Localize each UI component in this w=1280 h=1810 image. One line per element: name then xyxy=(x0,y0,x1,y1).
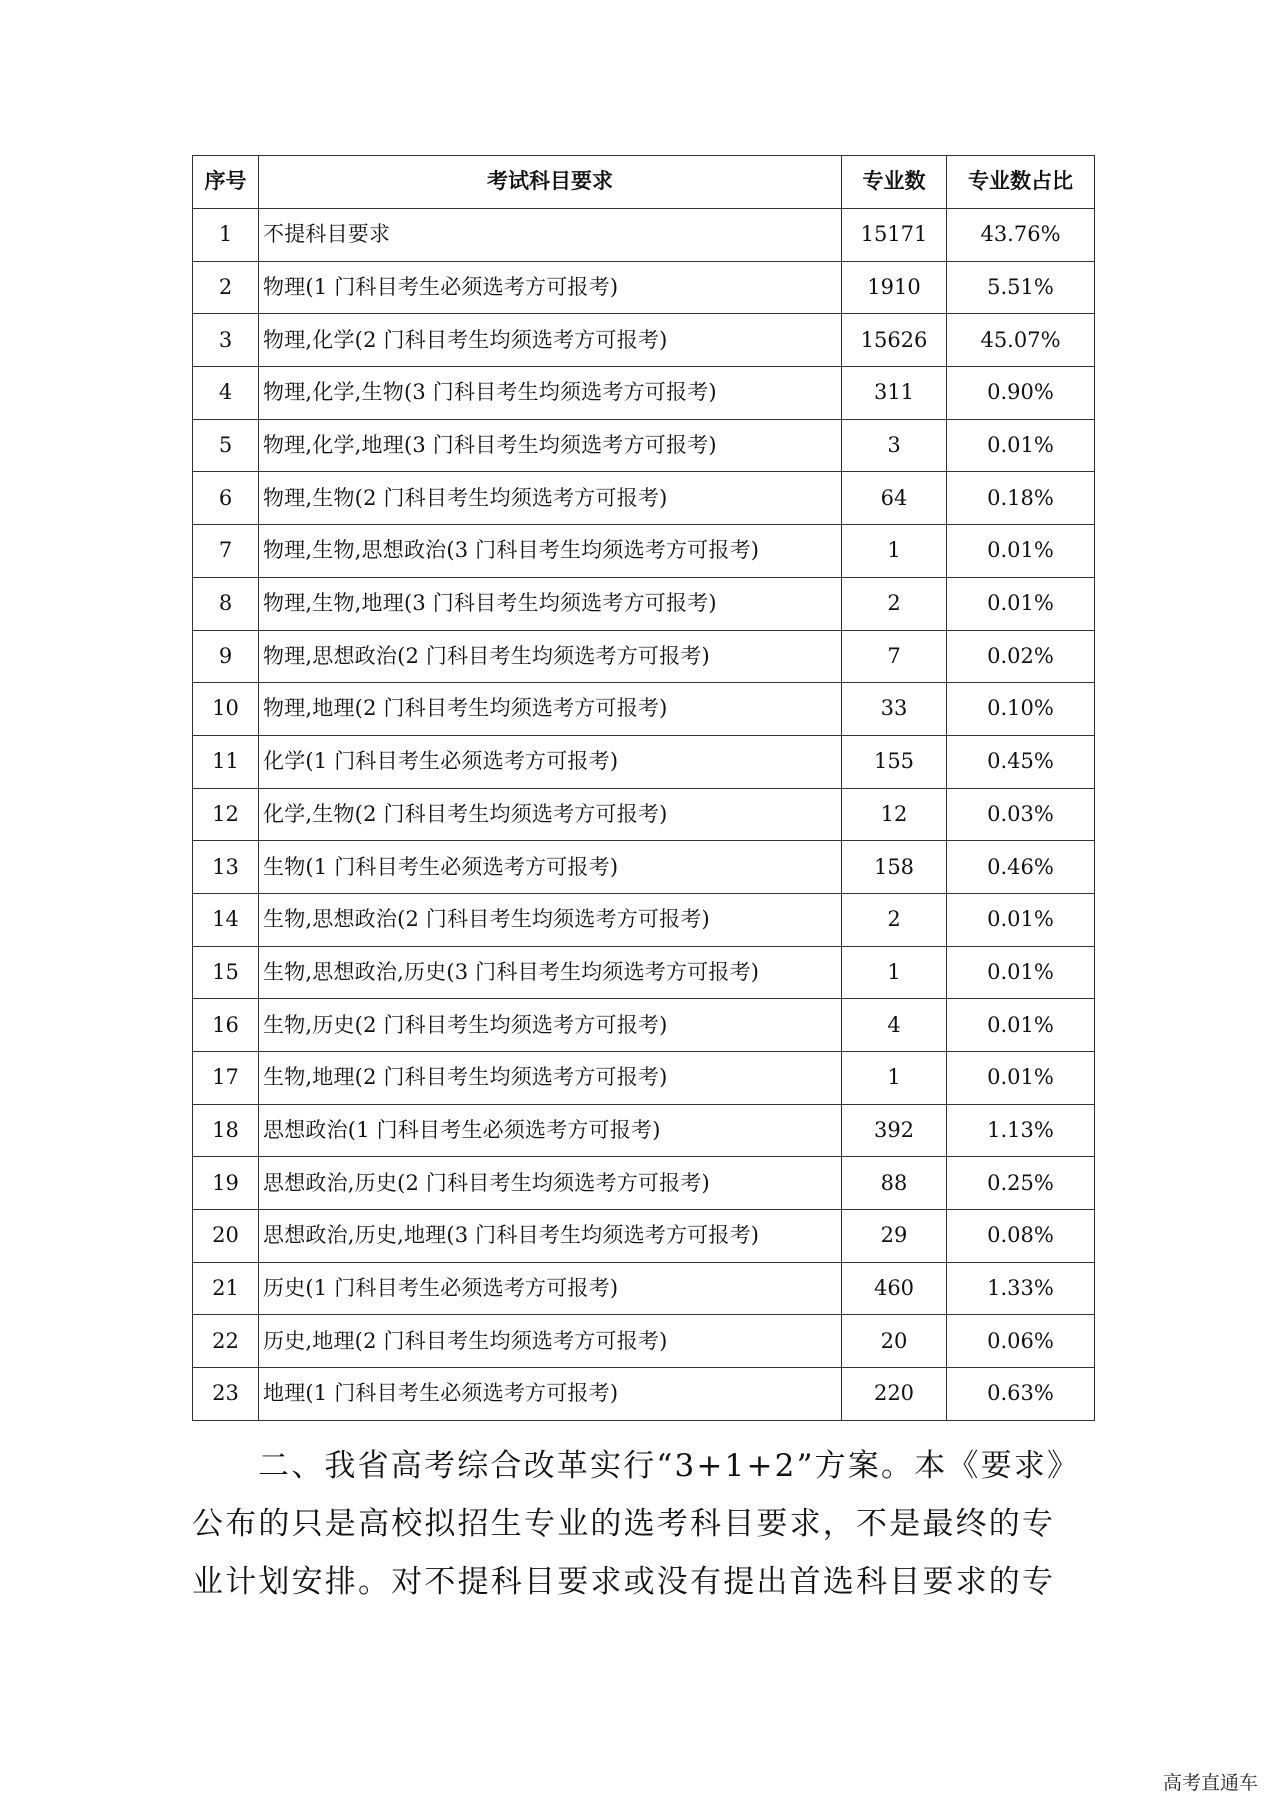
row-index: 21 xyxy=(193,1262,259,1315)
row-requirement: 物理,化学,地理(3 门科目考生均须选考方可报考) xyxy=(259,419,842,472)
row-requirement: 化学(1 门科目考生必须选考方可报考) xyxy=(259,735,842,788)
row-index: 18 xyxy=(193,1104,259,1157)
row-index: 14 xyxy=(193,893,259,946)
row-requirement: 物理,思想政治(2 门科目考生均须选考方可报考) xyxy=(259,630,842,683)
row-major-count: 4 xyxy=(842,999,947,1052)
row-requirement: 物理,生物,思想政治(3 门科目考生均须选考方可报考) xyxy=(259,525,842,578)
row-major-share: 0.45% xyxy=(947,735,1095,788)
row-major-count: 311 xyxy=(842,367,947,420)
row-requirement: 物理,生物,地理(3 门科目考生均须选考方可报考) xyxy=(259,577,842,630)
row-major-count: 1 xyxy=(842,1052,947,1105)
row-index: 3 xyxy=(193,314,259,367)
row-index: 15 xyxy=(193,946,259,999)
row-major-share: 45.07% xyxy=(947,314,1095,367)
row-major-share: 0.01% xyxy=(947,999,1095,1052)
row-requirement: 思想政治,历史,地理(3 门科目考生均须选考方可报考) xyxy=(259,1210,842,1263)
row-requirement: 地理(1 门科目考生必须选考方可报考) xyxy=(259,1368,842,1421)
table-row xyxy=(193,630,1095,683)
row-major-share: 0.01% xyxy=(947,946,1095,999)
row-major-count: 158 xyxy=(842,841,947,894)
row-requirement: 生物(1 门科目考生必须选考方可报考) xyxy=(259,841,842,894)
table-row xyxy=(193,893,1095,946)
table-row xyxy=(193,1262,1095,1315)
row-major-count: 15626 xyxy=(842,314,947,367)
row-major-count: 88 xyxy=(842,1157,947,1210)
row-major-count: 15171 xyxy=(842,209,947,262)
row-major-share: 0.10% xyxy=(947,683,1095,736)
row-requirement: 物理,生物(2 门科目考生均须选考方可报考) xyxy=(259,472,842,525)
row-index: 4 xyxy=(193,367,259,420)
row-requirement: 生物,思想政治(2 门科目考生均须选考方可报考) xyxy=(259,893,842,946)
row-major-share: 0.01% xyxy=(947,1052,1095,1105)
paragraph-line: 公布的只是高校拟招生专业的选考科目要求，不是最终的专 xyxy=(192,1506,1056,1542)
row-major-share: 0.01% xyxy=(947,577,1095,630)
row-major-count: 155 xyxy=(842,735,947,788)
table-row xyxy=(193,788,1095,841)
subject-requirements-table xyxy=(192,155,1095,1421)
row-index: 10 xyxy=(193,683,259,736)
row-index: 1 xyxy=(193,209,259,262)
row-major-share: 1.33% xyxy=(947,1262,1095,1315)
row-major-share: 0.06% xyxy=(947,1315,1095,1368)
table-row xyxy=(193,1315,1095,1368)
row-major-share: 0.63% xyxy=(947,1368,1095,1421)
row-major-count: 1 xyxy=(842,525,947,578)
row-major-count: 220 xyxy=(842,1368,947,1421)
row-major-share: 0.46% xyxy=(947,841,1095,894)
table-row xyxy=(193,1052,1095,1105)
row-major-share: 1.13% xyxy=(947,1104,1095,1157)
row-major-share: 0.90% xyxy=(947,367,1095,420)
row-index: 6 xyxy=(193,472,259,525)
row-index: 16 xyxy=(193,999,259,1052)
header-index: 序号 xyxy=(193,156,259,209)
row-index: 17 xyxy=(193,1052,259,1105)
row-requirement: 物理(1 门科目考生必须选考方可报考) xyxy=(259,261,842,314)
row-major-count: 1910 xyxy=(842,261,947,314)
row-requirement: 化学,生物(2 门科目考生均须选考方可报考) xyxy=(259,788,842,841)
row-major-share: 0.01% xyxy=(947,419,1095,472)
row-major-share: 0.08% xyxy=(947,1210,1095,1263)
table-row xyxy=(193,367,1095,420)
table-row xyxy=(193,1157,1095,1210)
row-requirement: 生物,地理(2 门科目考生均须选考方可报考) xyxy=(259,1052,842,1105)
row-index: 5 xyxy=(193,419,259,472)
row-index: 7 xyxy=(193,525,259,578)
table-row xyxy=(193,946,1095,999)
row-index: 8 xyxy=(193,577,259,630)
table-body xyxy=(193,209,1095,1421)
row-major-share: 0.18% xyxy=(947,472,1095,525)
row-index: 9 xyxy=(193,630,259,683)
watermark-text: 高考直通车 xyxy=(1162,1772,1258,1794)
row-major-share: 0.01% xyxy=(947,893,1095,946)
table-row xyxy=(193,209,1095,262)
row-major-share: 0.02% xyxy=(947,630,1095,683)
row-requirement: 物理,地理(2 门科目考生均须选考方可报考) xyxy=(259,683,842,736)
header-requirement: 考试科目要求 xyxy=(259,156,842,209)
table-row xyxy=(193,841,1095,894)
row-index: 20 xyxy=(193,1210,259,1263)
row-requirement: 历史,地理(2 门科目考生均须选考方可报考) xyxy=(259,1315,842,1368)
table-row xyxy=(193,577,1095,630)
row-index: 23 xyxy=(193,1368,259,1421)
body-paragraph xyxy=(192,1437,1094,1611)
table-row xyxy=(193,735,1095,788)
row-major-count: 1 xyxy=(842,946,947,999)
row-index: 2 xyxy=(193,261,259,314)
row-major-count: 2 xyxy=(842,893,947,946)
row-requirement: 不提科目要求 xyxy=(259,209,842,262)
row-requirement: 历史(1 门科目考生必须选考方可报考) xyxy=(259,1262,842,1315)
table-row xyxy=(193,261,1095,314)
table-row xyxy=(193,683,1095,736)
table-header-row xyxy=(193,156,1095,209)
row-requirement: 物理,化学,生物(3 门科目考生均须选考方可报考) xyxy=(259,367,842,420)
table-row xyxy=(193,314,1095,367)
row-major-share: 0.03% xyxy=(947,788,1095,841)
row-requirement: 思想政治,历史(2 门科目考生均须选考方可报考) xyxy=(259,1157,842,1210)
row-major-count: 20 xyxy=(842,1315,947,1368)
row-major-share: 43.76% xyxy=(947,209,1095,262)
row-major-count: 33 xyxy=(842,683,947,736)
row-major-share: 0.25% xyxy=(947,1157,1095,1210)
row-index: 19 xyxy=(193,1157,259,1210)
row-major-count: 7 xyxy=(842,630,947,683)
row-major-count: 460 xyxy=(842,1262,947,1315)
row-major-share: 0.01% xyxy=(947,525,1095,578)
table-row xyxy=(193,999,1095,1052)
table-row xyxy=(193,525,1095,578)
row-index: 12 xyxy=(193,788,259,841)
row-major-count: 2 xyxy=(842,577,947,630)
row-major-count: 3 xyxy=(842,419,947,472)
row-index: 11 xyxy=(193,735,259,788)
row-index: 22 xyxy=(193,1315,259,1368)
paragraph-line: 业计划安排。对不提科目要求或没有提出首选科目要求的专 xyxy=(192,1564,1056,1600)
row-requirement: 思想政治(1 门科目考生必须选考方可报考) xyxy=(259,1104,842,1157)
row-index: 13 xyxy=(193,841,259,894)
row-requirement: 生物,历史(2 门科目考生均须选考方可报考) xyxy=(259,999,842,1052)
table-row xyxy=(193,1368,1095,1421)
row-major-count: 392 xyxy=(842,1104,947,1157)
paragraph-line: 二、我省高考综合改革实行“3+1+2”方案。本《要求》 xyxy=(258,1448,1081,1484)
row-major-count: 64 xyxy=(842,472,947,525)
header-major-count: 专业数 xyxy=(842,156,947,209)
row-requirement: 物理,化学(2 门科目考生均须选考方可报考) xyxy=(259,314,842,367)
row-major-count: 29 xyxy=(842,1210,947,1263)
table-row xyxy=(193,1210,1095,1263)
table-row xyxy=(193,472,1095,525)
row-requirement: 生物,思想政治,历史(3 门科目考生均须选考方可报考) xyxy=(259,946,842,999)
header-major-share: 专业数占比 xyxy=(947,156,1095,209)
table-row xyxy=(193,1104,1095,1157)
row-major-share: 5.51% xyxy=(947,261,1095,314)
row-major-count: 12 xyxy=(842,788,947,841)
table-row xyxy=(193,419,1095,472)
